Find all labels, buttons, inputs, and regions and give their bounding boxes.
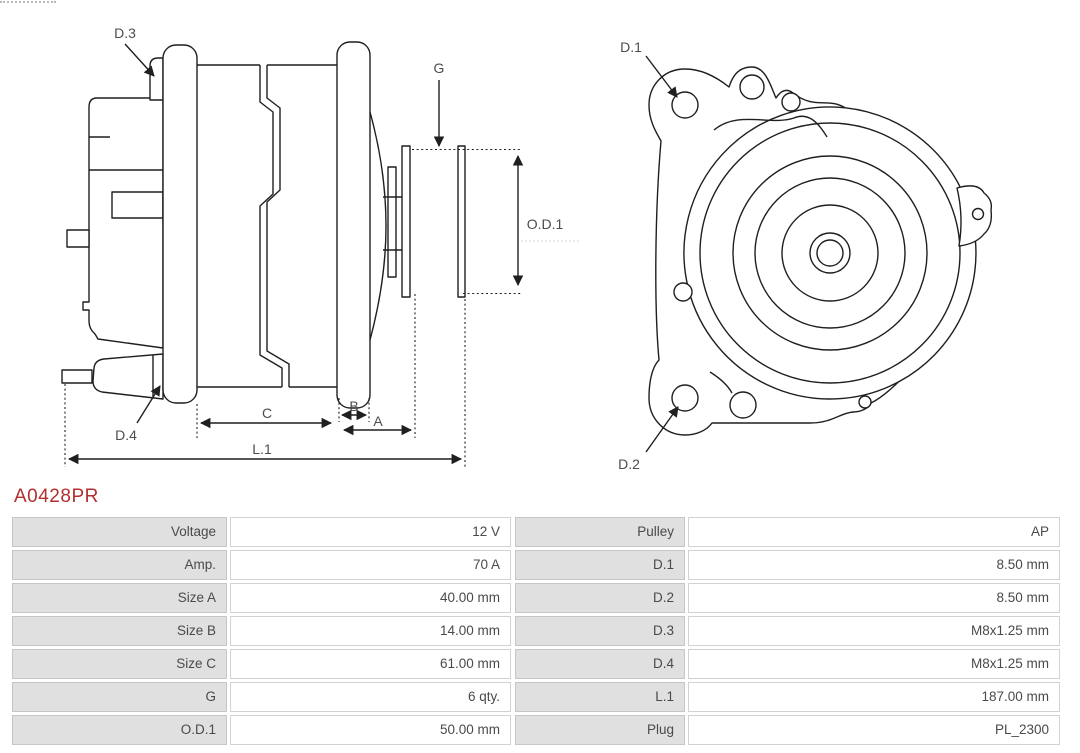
spec-value-cell: 61.00 mm — [230, 649, 511, 679]
spec-value-cell: 6 qty. — [230, 682, 511, 712]
table-row — [12, 616, 1060, 646]
rear-cover-outline — [83, 98, 163, 348]
label-b: B — [349, 398, 359, 414]
spec-label-cell: O.D.1 — [12, 715, 227, 745]
cropped-corner-artifact — [0, 1, 56, 3]
table-row — [12, 550, 1060, 580]
spec-label-cell: Size C — [12, 649, 227, 679]
spec-value-cell: 8.50 mm — [688, 583, 1060, 613]
spec-label-cell: D.1 — [515, 550, 685, 580]
spec-label-cell: Plug — [515, 715, 685, 745]
bolt-hole-d2 — [672, 385, 698, 411]
label-l1: L.1 — [252, 441, 272, 457]
spec-label-cell: Size A — [12, 583, 227, 613]
side-view-diagram — [40, 10, 580, 480]
front-flange — [337, 42, 370, 408]
spec-table — [12, 517, 1060, 748]
spec-value-cell: 8.50 mm — [688, 550, 1060, 580]
table-row — [12, 583, 1060, 613]
label-d2: D.2 — [618, 456, 640, 472]
label-c: C — [261, 405, 273, 421]
spec-value-cell: 70 A — [230, 550, 511, 580]
table-row — [12, 715, 1060, 745]
spec-label-cell: D.3 — [515, 616, 685, 646]
front-view-diagram — [580, 10, 1080, 490]
spec-label-cell: Amp. — [12, 550, 227, 580]
spec-value-cell: 14.00 mm — [230, 616, 511, 646]
spec-value-cell: 50.00 mm — [230, 715, 511, 745]
spec-value-cell: 40.00 mm — [230, 583, 511, 613]
terminal-stud-top — [67, 230, 89, 247]
label-d4: D.4 — [115, 427, 137, 443]
spec-label-cell: G — [12, 682, 227, 712]
table-row — [12, 649, 1060, 679]
side-tab — [957, 186, 991, 246]
spec-label-cell: Size B — [12, 616, 227, 646]
spec-value-cell: M8x1.25 mm — [688, 616, 1060, 646]
label-a: A — [373, 413, 383, 429]
table-row — [12, 682, 1060, 712]
rear-flange — [163, 45, 197, 403]
spec-value-cell: 12 V — [230, 517, 511, 547]
spec-label-cell: Voltage — [12, 517, 227, 547]
spec-value-cell: AP — [688, 517, 1060, 547]
mount-ear-d3 — [150, 58, 163, 100]
spec-label-cell: Pulley — [515, 517, 685, 547]
pulley — [402, 146, 465, 297]
label-od1: O.D.1 — [526, 216, 564, 232]
spec-value-cell: M8x1.25 mm — [688, 649, 1060, 679]
spec-label-cell: D.2 — [515, 583, 685, 613]
terminal-stud-bottom — [62, 370, 92, 383]
label-g: G — [433, 60, 445, 76]
leader-d3 — [125, 44, 154, 76]
spec-value-cell: 187.00 mm — [688, 682, 1060, 712]
spec-label-cell: D.4 — [515, 649, 685, 679]
spec-value-cell: PL_2300 — [688, 715, 1060, 745]
spec-label-cell: L.1 — [515, 682, 685, 712]
label-d1: D.1 — [620, 39, 642, 55]
table-row — [12, 517, 1060, 547]
part-number: A0428PR — [14, 486, 99, 507]
label-d3: D.3 — [114, 25, 136, 41]
